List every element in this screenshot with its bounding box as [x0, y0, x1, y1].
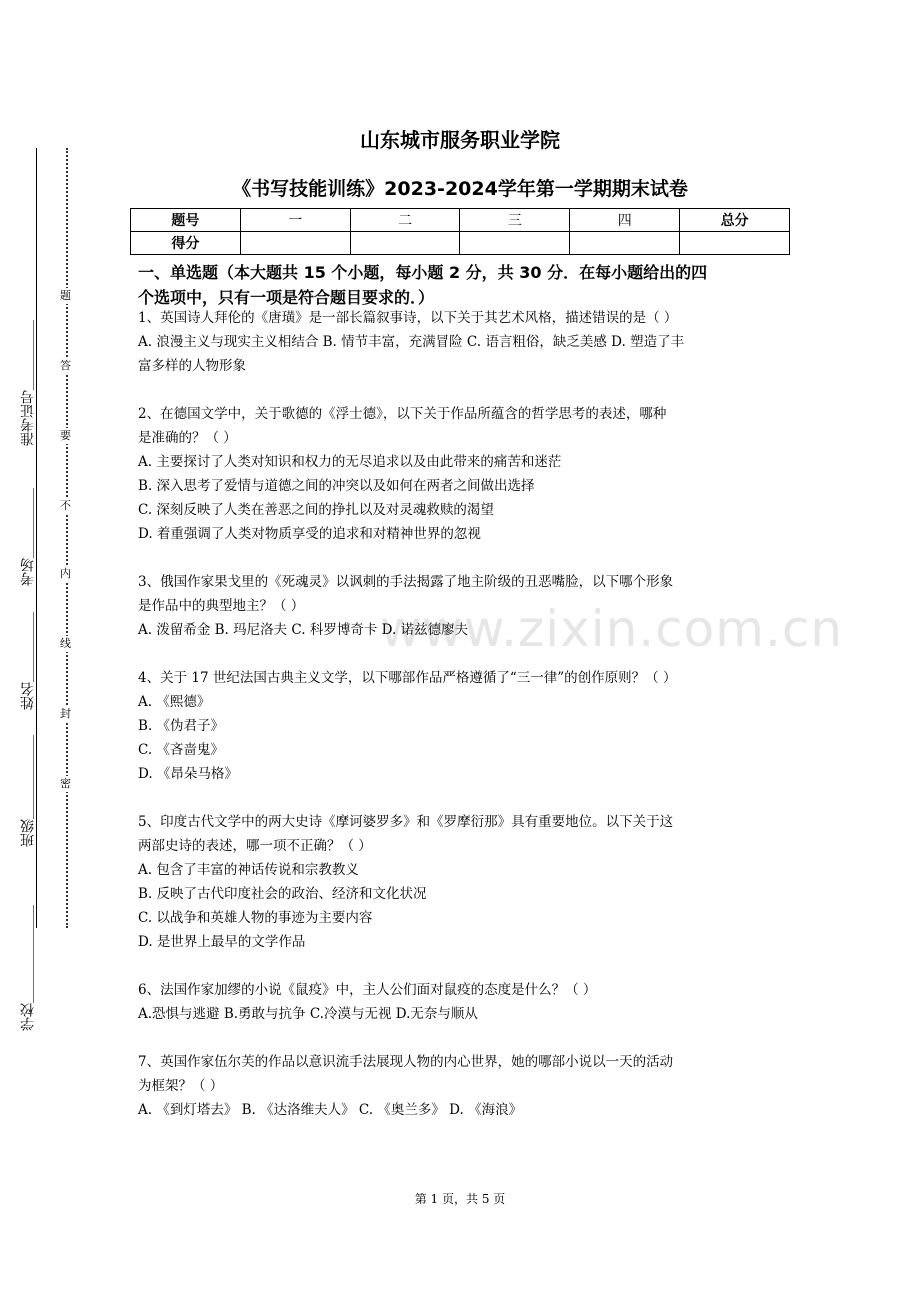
seal-char: 密: [60, 777, 71, 790]
score-table: [130, 208, 790, 255]
question-option: D. 着重强调了人类对物质享受的追求和对精神世界的忽视: [138, 526, 481, 542]
question-stem: 7、英国作家伍尔芙的作品以意识流手法展现人物的内心世界，她的哪部小说以一天的活动: [138, 1054, 674, 1070]
question-stem: 1、英国诗人拜伦的《唐璜》是一部长篇叙事诗，以下关于其艺术风格，描述错误的是（ ）: [138, 310, 678, 326]
question-stem: 为框架？（ ）: [138, 1078, 224, 1094]
question-option: A. 浪漫主义与现实主义相结合 B. 情节丰富，充满冒险 C. 语言粗俗，缺乏美感 D. 塑造了丰: [138, 334, 685, 350]
section-heading: [138, 260, 798, 310]
score-cell: [570, 232, 680, 255]
seal-char: 题: [60, 289, 71, 302]
field-school: 学校＿＿＿＿＿＿＿: [20, 905, 36, 1031]
table-cell: 题号: [131, 209, 241, 232]
seal-char: 答: [60, 359, 71, 372]
table-cell: 得分: [131, 232, 241, 255]
question-stem: 3、俄国作家果戈里的《死魂灵》以讽刺的手法揭露了地主阶级的丑恶嘴脸，以下哪个形象: [138, 574, 674, 590]
question-option: B. 反映了古代印度社会的政治、经济和文化状况: [138, 886, 427, 902]
question-option: B. 深入思考了爱情与道德之间的冲突以及如何在两者之间做出选择: [138, 478, 535, 494]
question-option: A. 包含了丰富的神话传说和宗教教义: [138, 862, 359, 878]
section-heading-line: 一、单选题（本大题共 15 个小题，每小题 2 分，共 30 分．在每小题给出的四: [138, 263, 708, 282]
score-table-score-row: [131, 232, 790, 255]
score-table-header-row: [131, 209, 790, 232]
table-cell: 四: [570, 209, 680, 232]
question-option: A.恐惧与逃避 B.勇敢与抗争 C.冷漠与无视 D.无奈与顺从: [138, 1006, 478, 1022]
seal-char: 内: [60, 567, 71, 580]
table-cell: 一: [240, 209, 350, 232]
question-option: A. 《熙德》: [138, 694, 211, 710]
page-footer: 第 1 页，共 5 页: [414, 1192, 506, 1206]
question-option: A. 泼留希金 B. 玛尼洛夫 C. 科罗博奇卡 D. 诺兹德廖夫: [138, 622, 469, 638]
score-cell: [680, 232, 790, 255]
section-heading-line: 个选项中，只有一项是符合题目要求的．）: [138, 288, 435, 307]
question-stem: 6、法国作家加缪的小说《鼠疫》中，主人公们面对鼠疫的态度是什么？（ ）: [138, 982, 597, 998]
field-class: 班级＿＿＿＿＿＿: [20, 735, 36, 847]
score-cell: [460, 232, 570, 255]
question-option: D. 是世界上最早的文学作品: [138, 934, 306, 950]
question-stem: 两部史诗的表述，哪一项不正确？（ ）: [138, 838, 372, 854]
question-stem: 是作品中的典型地主？（ ）: [138, 598, 305, 614]
question-7: [138, 1050, 788, 1122]
field-exam-number: 准考证号＿＿＿＿＿: [20, 320, 36, 446]
question-6: [138, 978, 788, 1026]
seal-char: 封: [60, 707, 71, 720]
question-option: C. 以战争和英雄人物的事迹为主要内容: [138, 910, 373, 926]
field-name: 姓名＿＿＿＿＿: [20, 612, 36, 710]
question-option: D. 《昂朵马格》: [138, 766, 238, 782]
table-cell: 三: [460, 209, 570, 232]
question-4: [138, 666, 788, 786]
question-stem: 是准确的？（ ）: [138, 430, 237, 446]
question-5: [138, 810, 788, 954]
question-stem: 2、在德国文学中，关于歌德的《浮士德》，以下关于作品所蕴含的哲学思考的表述，哪种: [138, 406, 667, 422]
question-2: [138, 402, 788, 546]
seal-char: 不: [60, 499, 71, 512]
question-option: B. 《伪君子》: [138, 718, 225, 734]
question-stem: 4、关于 17 世纪法国古典主义文学，以下哪部作品严格遵循了“三一律”的创作原则？（ ）: [138, 670, 677, 686]
question-option: C. 深刻反映了人类在善恶之间的挣扎以及对灵魂救赎的渴望: [138, 502, 494, 518]
seal-char: 要: [60, 429, 71, 442]
table-cell: 总分: [680, 209, 790, 232]
question-option: C. 《吝啬鬼》: [138, 742, 224, 758]
question-stem: 5、印度古代文学中的两大史诗《摩诃婆罗多》和《罗摩衍那》具有重要地位。以下关于这: [138, 814, 674, 830]
question-1: [138, 306, 788, 378]
school-title: 山东城市服务职业学院: [360, 128, 560, 152]
exam-title: 《书写技能训练》2023-2024学年第一学期期末试卷: [232, 178, 688, 200]
field-exam-room: 考场＿＿＿＿＿: [20, 488, 36, 586]
binding-dotted-line: [66, 148, 68, 928]
question-option: A. 主要探讨了人类对知识和权力的无尽追求以及由此带来的痛苦和迷茫: [138, 454, 562, 470]
question-3: [138, 570, 788, 642]
question-option: A. 《到灯塔去》 B. 《达洛维夫人》 C. 《奥兰多》 D. 《海浪》: [138, 1102, 523, 1118]
table-cell: 二: [350, 209, 460, 232]
question-option: 富多样的人物形象: [138, 358, 246, 374]
question-list: [138, 306, 788, 1146]
score-cell: [350, 232, 460, 255]
score-cell: [240, 232, 350, 255]
watermark: www.zixin.com.cn: [380, 600, 844, 658]
seal-char: 线: [60, 637, 71, 650]
